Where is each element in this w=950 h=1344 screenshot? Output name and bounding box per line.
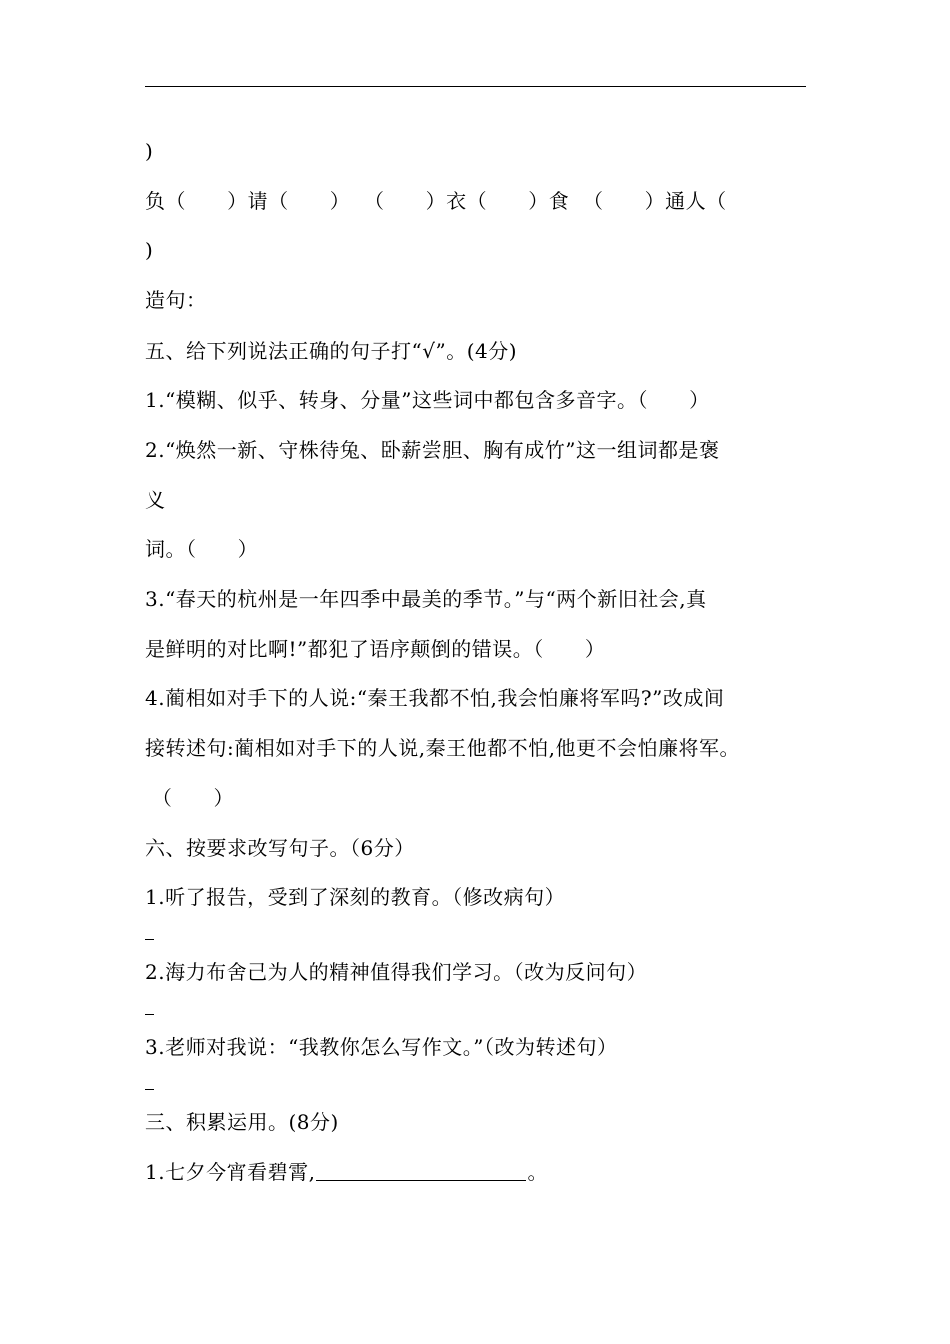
question-item: 1.听了报告，受到了深刻的教育。（修改病句） [145, 885, 566, 909]
question-item [145, 1160, 548, 1184]
text-line: 是鲜明的对比啊!”都犯了语序颠倒的错误。（ ） [145, 637, 606, 661]
poem-end: 。 [527, 1160, 548, 1184]
section-heading: 六、按要求改写句子。（6分） [145, 836, 415, 860]
section-heading: 五、给下列说法正确的句子打“√”。(4分) [145, 339, 518, 363]
text-line: ) [145, 139, 154, 163]
text-line: 负（ ）请（ ） （ ）衣（ ）食 （ ）通人（ [145, 189, 727, 213]
poem-prompt: 1.七夕今宵看碧霄, [145, 1160, 316, 1184]
text-line: （ ） [145, 786, 235, 810]
question-item: 4.蔺相如对手下的人说:“秦王我都不怕,我会怕廉将军吗?”改成间 [145, 686, 725, 710]
text-line: ) [145, 238, 154, 262]
section-heading: 三、积累运用。(8分) [145, 1110, 339, 1134]
answer-line [145, 939, 154, 940]
question-item: 3.老师对我说：“我教你怎么写作文。”（改为转述句） [145, 1035, 618, 1059]
question-item: 2.“焕然一新、守株待兔、卧薪尝胆、胸有成竹”这一组词都是褒 [145, 438, 720, 462]
header-rule [145, 86, 806, 87]
answer-line [145, 1089, 154, 1090]
answer-line [145, 1014, 154, 1015]
text-line: 接转述句:蔺相如对手下的人说,秦王他都不怕,他更不会怕廉将军。 [145, 736, 740, 760]
text-line: 词。（ ） [145, 537, 259, 561]
text-line: 义 [145, 488, 166, 512]
text-line: 造句： [145, 288, 207, 312]
question-item: 1.“模糊、似乎、转身、分量”这些词中都包含多音字。（ ） [145, 388, 710, 412]
question-item: 2.海力布舍己为人的精神值得我们学习。（改为反问句） [145, 960, 648, 984]
fill-blank [316, 1162, 526, 1181]
question-item: 3.“春天的杭州是一年四季中最美的季节。”与“两个新旧社会,真 [145, 587, 707, 611]
